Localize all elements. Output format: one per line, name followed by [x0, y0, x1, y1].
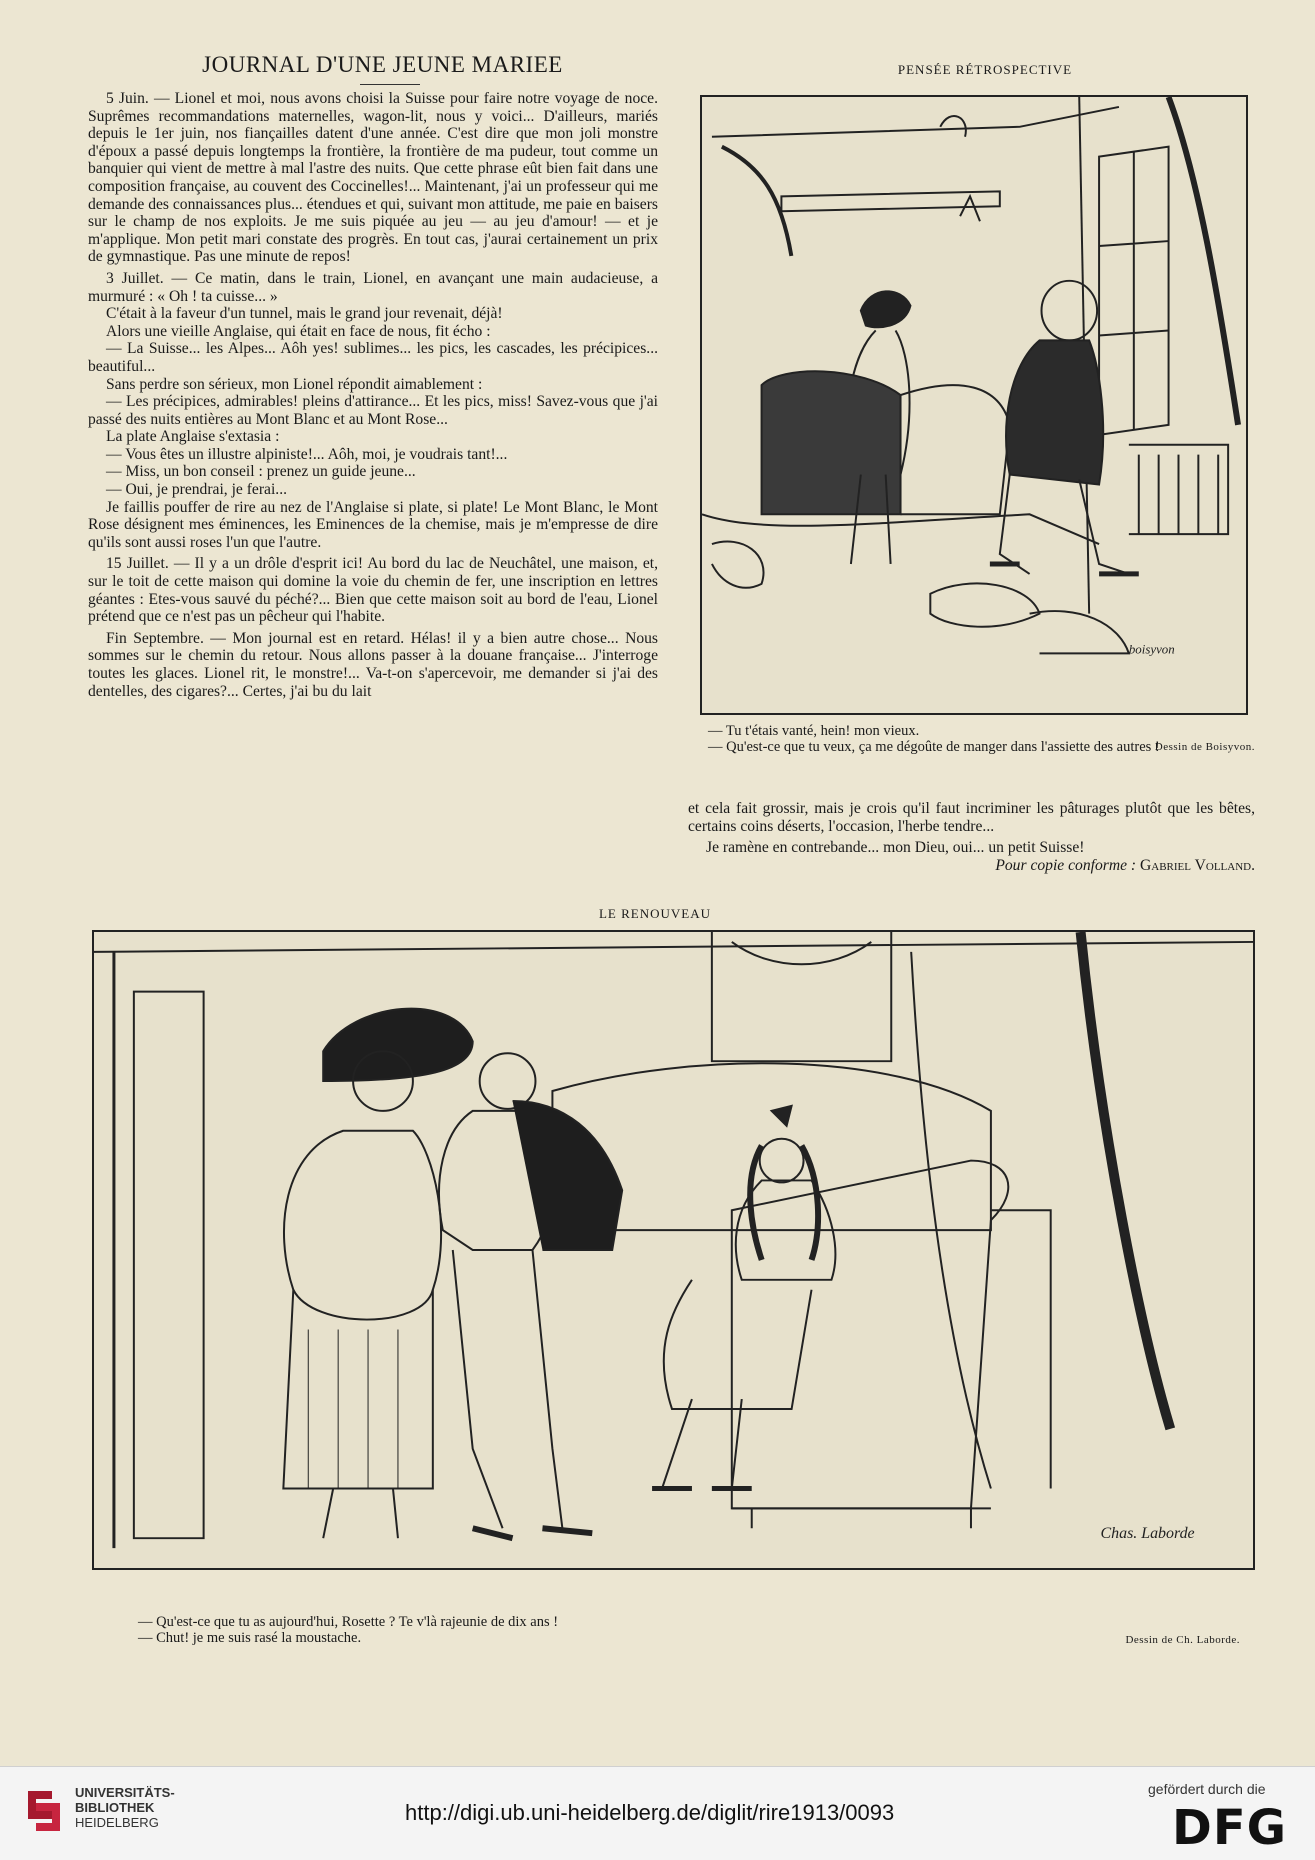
paragraph: C'était à la faveur d'un tunnel, mais le grand jour revenait, déjà!	[106, 305, 503, 323]
paragraph: — Miss, un bon conseil : prenez un guide jeune...	[106, 463, 416, 481]
paragraph: La plate Anglaise s'extasia :	[106, 428, 280, 446]
paragraph: 15 Juillet. — Il y a un drôle d'esprit ici! Au bord du lac de Neuchâtel, une maison, et, sur le toit de cette maison qui domine la voie du chemin de fer, une inscription en lettres géantes : Etes-vous sauvé du péché?... Bien que cette maison soit au bord de l'eau, Lionel prétend que ce n'est pas un pêcheur qui l'habite.	[88, 555, 658, 626]
title-ornament	[360, 84, 420, 86]
dfg-logo[interactable]: DFG	[1172, 1800, 1288, 1856]
signature-name: Gabriel Volland.	[1140, 856, 1255, 874]
caption-line: — Qu'est-ce que tu as aujourd'hui, Rosette ? Te v'là rajeunie de dix ans !	[138, 1614, 559, 1630]
university-logo-icon[interactable]	[22, 1783, 66, 1839]
figure2-artist-signature: Chas. Laborde	[1100, 1525, 1195, 1543]
figure1-artist-signature: boisyvon	[1128, 641, 1175, 657]
paragraph: Je faillis pouffer de rire au nez de l'Anglaise si plate, si plate! Le Mont Blanc, le Mont Rose désignent mes éminences, les Eminences de la chemise, mais je m'empresse de dire qu'ils sont aussi roses l'un que l'autre.	[88, 498, 658, 551]
figure1-credit: Dessin de Boisyvon.	[1154, 741, 1255, 753]
paragraph: — Oui, je prendrai, je ferai...	[106, 481, 287, 499]
paragraph: — Les précipices, admirables! pleins d'attirance... Et les pics, miss! Savez-vous que j'ai passé des nuits entières au Mont Blanc et au Mont Rose...	[88, 393, 658, 428]
paragraph: Alors une vieille Anglaise, qui était en face de nous, fit écho :	[106, 322, 491, 340]
article-continuation	[688, 800, 1255, 874]
library-name[interactable]	[75, 1785, 175, 1830]
paragraph: 3 Juillet. — Ce matin, dans le train, Lionel, en avançant une main audacieuse, a murmuré : « Oh ! ta cuisse... »	[88, 269, 658, 305]
paragraph: — La Suisse... les Alpes... Aôh yes! sublimes... les pics, les cascades, les précipices... beautiful...	[88, 340, 658, 375]
paragraph: et cela fait grossir, mais je crois qu'il faut incriminer les pâturages plutôt que les bêtes, certains coins déserts, l'occasion, l'herbe tendre...	[688, 800, 1255, 835]
signature-prefix: Pour copie conforme :	[995, 856, 1137, 874]
paragraph: Fin Septembre. — Mon journal est en retard. Hélas! il y a bien autre chose... Nous sommes sur le chemin du retour. Nous allons passer à la douane française... J'interroge toutes les glaces. Lionel rit, le monstre!... Va-t-on s'apercevoir, me demander si j'ai des dentelles, des cigares?... Certes, j'ai bu du lait	[88, 629, 658, 700]
caption-line: — Chut! je me suis rasé la moustache.	[138, 1630, 362, 1646]
figure2-caption	[138, 1614, 838, 1646]
figure2-illustration	[92, 930, 1255, 1570]
caption-line: — Tu t'étais vanté, hein! mon vieux.	[708, 723, 920, 739]
figure1-title: PENSÉE RÉTROSPECTIVE	[897, 62, 1073, 77]
figure1-caption	[690, 723, 1255, 755]
library-line: BIBLIOTHEK	[75, 1800, 155, 1815]
library-line: HEIDELBERG	[75, 1815, 159, 1830]
paragraph: — Vous êtes un illustre alpiniste!... Aôh, moi, je voudrais tant!...	[106, 445, 508, 463]
permalink-url[interactable]: http://digi.ub.uni-heidelberg.de/diglit/rire1913/0093	[405, 1800, 895, 1825]
article-body	[88, 90, 658, 704]
paragraph: 5 Juin. — Lionel et moi, nous avons choisi la Suisse pour faire notre voyage de noce. Suprêmes recommandations maternelles, wagon-lit, nous y voici... D'ailleurs, mariés depuis le 1er juin, nos fiançailles datent d'une année. C'est dire que mon joli monstre d'époux a passé depuis longtemps la frontière, la frontière de ma pudeur, tout comme un banquier qui vient de mettre à mal l'astre des nuits. Que cette phrase eût bien fait dans une composition française, au couvent des Coccinelles!... Maintenant, j'ai un professeur qui me demande des connaissances plus... étendues et qui, suivant mon attitude, me paie en baisers sur le champ de nos exploits. Je me suis piquée au jeu — au jeu d'amour! — et je m'applique. Mon petit mari constate des progrès. En tout cas, j'aurai certainement un prix de gymnastique. Pas une minute de repos!	[88, 90, 658, 266]
funding-label: gefördert durch die	[1148, 1781, 1266, 1797]
living-room-scene-drawing	[94, 932, 1253, 1568]
library-line: UNIVERSITÄTS-	[75, 1785, 175, 1800]
figure1-illustration	[700, 95, 1248, 715]
figure2-title: LE RENOUVEAU	[598, 906, 711, 921]
signature	[688, 857, 1255, 875]
bedroom-scene-drawing	[702, 97, 1246, 713]
caption-line: — Qu'est-ce que tu veux, ça me dégoûte de manger dans l'assiette des autres !	[708, 739, 1160, 755]
paragraph: Je ramène en contrebande... mon Dieu, oui... un petit Suisse!	[706, 839, 1085, 857]
article-title: JOURNAL D'UNE JEUNE MARIEE	[202, 52, 563, 77]
figure2-credit: Dessin de Ch. Laborde.	[1125, 1634, 1240, 1646]
paragraph: Sans perdre son sérieux, mon Lionel répondit aimablement :	[106, 375, 483, 393]
